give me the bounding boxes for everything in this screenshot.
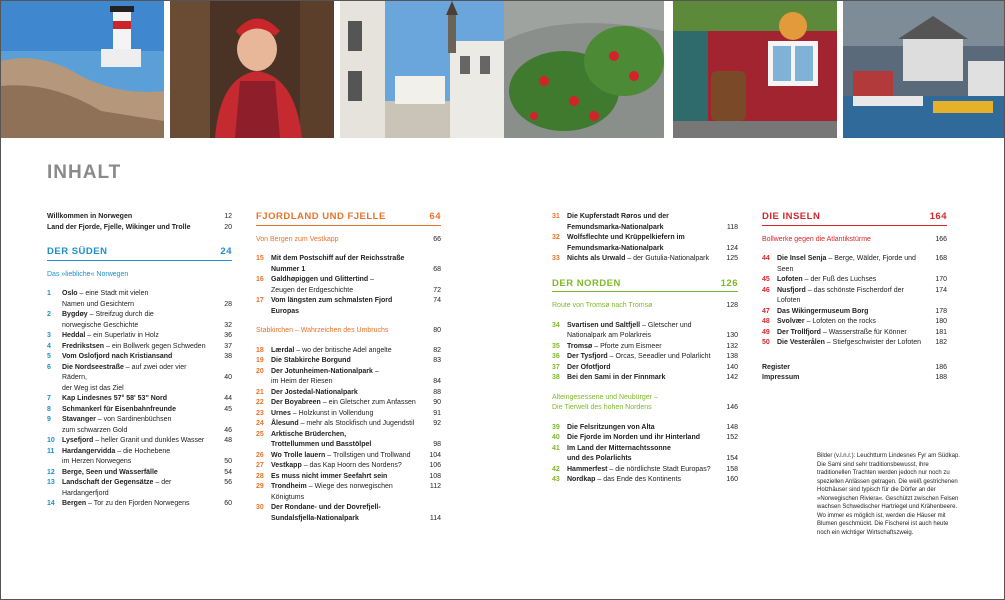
subsection-bollwerke[interactable]: Bollwerke gegen die Atlantikstürme 166 (762, 235, 947, 243)
entry-subtitle: – von Sardinenbüchsen (95, 416, 172, 423)
toc-column-3 (552, 212, 738, 486)
entry-title: Oslo (62, 290, 78, 297)
entry-number: 15 (256, 255, 264, 262)
entry-page: 38 (224, 353, 232, 360)
toc-entry[interactable] (256, 398, 441, 409)
entry-subtitle: – (372, 367, 379, 375)
entry-subtitle: – Trollstigen und Trollwand (325, 451, 411, 459)
entry-title: Hammerfest (567, 465, 608, 473)
toc-entry[interactable] (256, 461, 441, 472)
entry-page: 48 (224, 437, 232, 444)
entry-title: Nusfjord (777, 286, 806, 294)
entry-number: 22 (256, 399, 264, 406)
entry-line2: im Herzen Norwegens (62, 458, 132, 465)
entry-page: 74 (433, 297, 441, 304)
entry-page: 90 (433, 399, 441, 406)
entry-number: 39 (552, 423, 560, 431)
entry-subtitle: – auf zwei oder vier Rädern, (62, 363, 187, 381)
entry-title: Die Kupferstadt Røros und der (567, 213, 669, 220)
toc-entry[interactable] (552, 373, 738, 384)
entry-page: 108 (429, 472, 441, 480)
toc-entry[interactable] (47, 447, 232, 468)
entry-line2: Nummer 1 (271, 265, 306, 273)
entry-page: 140 (726, 363, 738, 371)
entry-number: 1 (47, 290, 51, 297)
toc-entry[interactable] (552, 321, 738, 342)
entry-page: 132 (726, 342, 738, 350)
entry-title: Vestkapp (271, 462, 302, 469)
toc-entry[interactable] (47, 289, 232, 310)
entry-title: Landschaft der Gegensätze (62, 479, 154, 486)
entry-page: 182 (935, 339, 947, 346)
entry-number: 21 (256, 388, 264, 396)
entry-subtitle: – (368, 276, 375, 283)
entry-title: Der Tysfjord (567, 353, 608, 360)
entry-page: 160 (726, 476, 738, 483)
entry-number: 42 (552, 465, 560, 473)
toc-entry[interactable] (47, 352, 232, 363)
entry-page: 28 (224, 300, 232, 308)
entry-number: 8 (47, 405, 51, 413)
entry-title: Der Trollfjord (777, 328, 821, 336)
entry-subtitle: – mehr als Stockfisch und Jugendstil (298, 420, 415, 427)
entry-subtitle: – der Hardangerfjord (62, 479, 172, 497)
entry-subtitle: – Gletscher und (640, 321, 692, 329)
entry-page: 45 (224, 405, 232, 413)
toc-entry[interactable] (762, 286, 947, 307)
toc-entry[interactable] (256, 346, 441, 357)
toc-entry[interactable] (552, 433, 738, 444)
entry-title: Vom Oslofjord nach Kristiansand (62, 353, 173, 360)
entry-number: 2 (47, 311, 51, 318)
toc-entry[interactable] (762, 338, 947, 349)
entry-line2: Trottellummen und Basstölpel (271, 441, 372, 448)
entry-subtitle: – eine Stadt mit vielen (77, 290, 149, 297)
photo-caption: Bilder (v.l.n.r.): Leuchtturm Lindesnes Fyr am Südkap. Die Sami sind sehr traditionsbewusst, ihre traditionellen Trachten werden jedoch nur noch zu speziellen Anlässen getragen. Die weiß gestrichenen Holzhäuser sind typisch für die Dörfer an der »Norwegischen Riviera«. Geschützt zwischen Felsen wachsen Schwedischer Hartriegel und Krähenbeere. Wo immer es möglich ist, werden die Häuser mit Blumen geschmückt. Die Fischerei ist auch heute noch ein wichtiger Wirtschaftszweig. (817, 453, 960, 536)
entry-number: 49 (762, 328, 770, 336)
entry-title: Der Ofotfjord (567, 363, 611, 371)
toc-entry[interactable] (552, 254, 738, 265)
entry-page: 44 (224, 395, 232, 402)
entry-subtitle: – Pforte zum Eismeer (592, 342, 662, 350)
subsection-sueden[interactable]: Das »liebliche« Norwegen (47, 270, 129, 278)
entry-line2: und des Polarlichts (567, 455, 632, 462)
entry-page: 98 (433, 441, 441, 448)
toc-entry[interactable] (762, 254, 947, 275)
entry-page: 37 (224, 342, 232, 350)
entry-title: Der Boyabreen (271, 399, 321, 406)
street-image (340, 1, 504, 138)
entry-number: 14 (47, 500, 55, 507)
entry-number: 37 (552, 363, 560, 371)
entry-page: 124 (726, 244, 738, 252)
toc-entry[interactable] (256, 409, 441, 420)
entry-number: 5 (47, 353, 51, 360)
entry-subtitle: – der Gutulia-Nationalpark (625, 255, 710, 262)
entry-page: 148 (726, 423, 738, 431)
entry-page: 152 (726, 434, 738, 441)
entry-subtitle: – das Ende des Kontinents (595, 476, 682, 483)
entry-subtitle: – Lofoten on the rocks (804, 318, 876, 325)
entry-page: 68 (433, 265, 441, 273)
entry-number: 23 (256, 409, 264, 417)
toc-entry[interactable] (47, 394, 232, 405)
toc-entry[interactable] (47, 310, 232, 331)
entry-title: Die Fjorde im Norden und ihr Hinterland (567, 434, 701, 441)
entry-title: Vom längsten zum schmalsten Fjord Europas (271, 297, 393, 315)
entry-title: Lysefjord (62, 437, 94, 444)
entry-page: 125 (726, 255, 738, 262)
entry-page: 36 (224, 332, 232, 339)
entry-subtitle: – ein Superlativ in Holz (85, 332, 159, 339)
toc-entry[interactable] (47, 212, 232, 223)
entry-number: 29 (256, 483, 264, 490)
entry-line2: zum schwarzen Gold (62, 426, 128, 434)
toc-entry[interactable] (552, 342, 738, 353)
entry-title: Willkommen in Norwegen (47, 213, 133, 220)
entry-number: 7 (47, 395, 51, 402)
entry-number: 31 (552, 213, 560, 220)
entry-number: 12 (47, 468, 55, 476)
entry-title: Bergen (62, 500, 87, 507)
entry-number: 44 (762, 255, 770, 262)
entry-title: Stavanger (62, 416, 96, 423)
entry-page: 170 (935, 276, 947, 283)
entry-subtitle: – Streifzug durch die (87, 311, 154, 318)
entry-title: Register (762, 363, 791, 371)
entry-number: 34 (552, 321, 560, 329)
toc-entry[interactable] (47, 478, 232, 499)
entry-number: 38 (552, 374, 560, 381)
entry-number: 26 (256, 451, 264, 459)
photo-strip (1, 1, 1004, 138)
entry-title: Land der Fjorde, Fjelle, Wikinger und Trolle (47, 223, 191, 231)
entry-number: 36 (552, 353, 560, 360)
entry-subtitle: – die Hochebene (115, 447, 171, 455)
entry-subtitle: – die nördlichste Stadt Europas? (607, 465, 711, 473)
toc-entry[interactable] (47, 363, 232, 395)
entry-title: Urnes (271, 409, 291, 417)
entry-title: Nordkap (567, 476, 596, 483)
entry-page: 188 (935, 374, 947, 381)
entry-number: 47 (762, 307, 770, 315)
entry-title: Die Felsritzungen von Alta (567, 423, 655, 431)
toc-entry[interactable] (762, 317, 947, 328)
entry-title: Schmankerl für Eisenbahnfreunde (62, 405, 176, 413)
entry-title: Kap Lindesnes 57° 58' 53'' Nord (62, 395, 168, 402)
entry-line2: im Heim der Riesen (271, 378, 333, 385)
entry-title: Der Rondane- und der Dovrefjell- (271, 504, 381, 511)
entry-number: 33 (552, 255, 560, 262)
entry-title: Ålesund (271, 420, 299, 427)
entry-title: Heddal (62, 332, 86, 339)
entry-number: 35 (552, 342, 560, 350)
entry-number: 24 (256, 420, 264, 427)
entry-line2: Femundsmarka-Nationalpark (567, 223, 664, 231)
house-image (673, 1, 837, 138)
entry-title: Die Insel Senja (777, 255, 827, 262)
subsection-tierwelt[interactable]: Alteingesessene und Neubürger – Die Tierwelt des hohen Nordens 146 (552, 393, 738, 411)
toc-entry[interactable] (47, 331, 232, 342)
entry-number: 20 (256, 367, 264, 375)
toc-entry[interactable] (552, 352, 738, 363)
entry-number: 45 (762, 276, 770, 283)
entry-page: 56 (224, 479, 232, 486)
entry-title: Arktische Brüderchen, (271, 430, 347, 438)
entry-number: 6 (47, 363, 51, 371)
entry-title: Es muss nicht immer Seefahrt sein (271, 472, 388, 480)
entry-title: Galdhøpiggen und Glittertind (271, 276, 369, 283)
entry-title: Trondheim (271, 483, 307, 490)
entry-number: 4 (47, 342, 51, 350)
entry-number: 25 (256, 430, 264, 438)
toc-entry[interactable] (256, 254, 441, 275)
entry-number: 27 (256, 462, 264, 469)
entry-title: Der Jostedal-Nationalpark (271, 388, 358, 396)
subsection-stabkirchen[interactable]: Stabkirchen – Wahrzeichen des Umbruchs 80 (256, 327, 441, 334)
entry-subtitle: – Wiege des norwegischen Königtums (271, 483, 393, 501)
entry-page: 181 (935, 328, 947, 336)
entry-page: 174 (935, 286, 947, 294)
toc-entry[interactable] (47, 342, 232, 353)
entry-page: 178 (935, 307, 947, 315)
toc-entry[interactable] (552, 233, 738, 254)
entry-page: 50 (224, 458, 232, 465)
entry-title: Lofoten (777, 276, 803, 283)
entry-number: 9 (47, 416, 51, 423)
entry-number: 11 (47, 447, 55, 455)
entry-page: 158 (726, 465, 738, 473)
entry-page: 46 (224, 426, 232, 434)
entry-title: Nichts als Urwald (567, 255, 626, 262)
entry-title: Lærdal (271, 346, 295, 354)
toc-entry[interactable] (256, 356, 441, 367)
entry-line2: Nationalpark am Polarkreis (567, 332, 652, 339)
entry-page: 118 (726, 223, 738, 231)
section-header-sueden[interactable]: DER SÜDEN 24 (47, 247, 232, 261)
entry-subtitle: – der Fuß des Luchses (802, 276, 877, 283)
entry-line2: Femundsmarka-Nationalpark (567, 244, 664, 252)
entry-title: Im Land der Mitternachtssonne (567, 444, 671, 452)
entry-title: Svartisen und Saltfjell (567, 321, 641, 329)
toc-entry[interactable] (552, 363, 738, 374)
entry-title: Wo Trolle lauern (271, 451, 326, 459)
entry-page: 54 (224, 468, 232, 476)
entry-number: 50 (762, 339, 770, 346)
entry-title: Mit dem Postschiff auf der Reichsstraße (271, 255, 405, 262)
woman-image (170, 1, 334, 138)
entry-page: 91 (433, 409, 441, 417)
entry-subtitle: – Stiefgeschwister der Lofoten (824, 339, 921, 346)
entry-page: 138 (726, 353, 738, 360)
entry-number: 13 (47, 479, 55, 486)
entry-number: 46 (762, 286, 770, 294)
toc-entry[interactable] (47, 415, 232, 436)
entry-number: 30 (256, 504, 264, 511)
entry-number: 41 (552, 444, 560, 452)
section-header-fjordland[interactable]: FJORDLAND UND FJELLE 64 (256, 212, 441, 226)
harbor-image (843, 1, 1004, 138)
lighthouse-image (1, 1, 164, 138)
entry-number: 32 (552, 234, 560, 241)
entry-page: 142 (726, 374, 738, 381)
toc-entry[interactable] (762, 363, 947, 374)
toc-entry[interactable] (256, 451, 441, 462)
toc-entry[interactable] (256, 388, 441, 399)
entry-subtitle: – Orcas, Seeadler und Polarlicht (607, 353, 711, 360)
entry-number: 10 (47, 437, 55, 444)
entry-line2: norwegische Geschichte (62, 321, 139, 329)
entry-page: 88 (433, 388, 441, 396)
entry-page: 114 (429, 514, 441, 522)
entry-line2: der Weg ist das Ziel (62, 384, 124, 392)
page-title: INHALT (47, 162, 122, 183)
subsection-bergen-vestkapp[interactable]: Von Bergen zum Vestkapp 66 (256, 235, 441, 243)
entry-subtitle: – ein Bollwerk gegen Schweden (104, 342, 206, 350)
entry-number: 43 (552, 476, 560, 483)
toc-entry[interactable] (256, 482, 441, 503)
toc-entry[interactable] (256, 430, 441, 451)
entry-number: 17 (256, 297, 264, 304)
toc-entry[interactable] (47, 468, 232, 479)
entry-number: 28 (256, 472, 264, 480)
entry-page: 83 (433, 357, 441, 364)
toc-entry[interactable] (256, 367, 441, 388)
entry-number: 19 (256, 357, 264, 364)
toc-entry[interactable] (47, 405, 232, 416)
section-header-norden[interactable]: DER NORDEN 126 (552, 279, 738, 293)
entry-page: 12 (224, 213, 232, 220)
entry-title: Fredrikstsen (62, 342, 105, 350)
entry-title: Tromsø (567, 342, 593, 350)
toc-entry[interactable] (256, 296, 441, 317)
entry-title: Der Jotunheimen-Nationalpark (271, 367, 373, 375)
entry-number: 18 (256, 346, 264, 354)
entry-title: Bygdøy (62, 311, 88, 318)
entry-page: 92 (433, 420, 441, 427)
toc-entry[interactable] (47, 223, 232, 234)
toc-entry[interactable] (256, 472, 441, 483)
toc-entry[interactable] (256, 503, 441, 524)
entry-title: Hardangervidda (62, 447, 116, 455)
entry-number: 40 (552, 434, 560, 441)
entry-page: 154 (726, 455, 738, 462)
entry-number: 3 (47, 332, 51, 339)
entry-title: Bei den Sami in der Finnmark (567, 374, 666, 381)
entry-title: Berge, Seen und Wasserfälle (62, 468, 158, 476)
entry-page: 186 (935, 363, 947, 371)
toc-entry[interactable] (552, 444, 738, 465)
section-header-inseln[interactable]: DIE INSELN 164 (762, 212, 947, 226)
entry-page: 104 (429, 451, 441, 459)
entry-title: Svolvær (777, 318, 805, 325)
entry-line2: Zeugen der Erdgeschichte (271, 286, 354, 294)
toc-entry[interactable] (552, 475, 738, 486)
toc-entry[interactable] (762, 275, 947, 286)
entry-title: Die Vesterålen (777, 339, 825, 346)
toc-entry[interactable] (762, 307, 947, 318)
entry-page: 82 (433, 346, 441, 354)
entry-page: 168 (935, 255, 947, 262)
entry-page: 20 (224, 223, 232, 231)
entry-subtitle: – das schönste Fischerdorf der Lofoten (777, 286, 904, 304)
entry-page: 106 (429, 462, 441, 469)
entry-subtitle: – Tor zu den Fjorden Norwegens (86, 500, 190, 507)
entry-page: 72 (433, 286, 441, 294)
toc-entry[interactable] (47, 499, 232, 510)
subsection-tromso-route[interactable]: Route von Tromsø nach Tromsø 128 (552, 302, 738, 309)
toc-entry[interactable] (256, 275, 441, 296)
toc-column-1 (47, 212, 232, 510)
entry-title: Die Nordseestraße (62, 363, 124, 371)
entry-subtitle: – Holzkunst in Vollendung (290, 409, 374, 417)
entry-page: 60 (224, 500, 232, 507)
entry-title: Wolfsflechte und Krüppelkiefern im (567, 234, 685, 241)
entry-page: 84 (433, 378, 441, 385)
entry-line2: Namen und Gesichtern (62, 300, 134, 308)
entry-line2: Sundalsfjella-Nationalpark (271, 514, 359, 522)
entry-title: Die Stabkirche Borgund (271, 357, 351, 364)
entry-subtitle: – heller Granit und dunkles Wasser (93, 437, 205, 444)
toc-entry[interactable] (552, 465, 738, 476)
entry-subtitle: – ein Gletscher zum Anfassen (320, 399, 416, 406)
berries-image (504, 1, 664, 138)
entry-subtitle: – Berge, Wälder, Fjorde und Seen (777, 255, 916, 273)
toc-entry[interactable] (552, 423, 738, 434)
entry-page: 40 (224, 374, 232, 381)
toc-entry[interactable] (552, 212, 738, 233)
entry-subtitle: – wo der britische Adel angelte (294, 346, 392, 354)
toc-entry[interactable] (762, 373, 947, 384)
entry-number: 48 (762, 318, 770, 325)
entry-subtitle: – das Kap Hoorn des Nordens? (301, 462, 402, 469)
entry-title: Impressum (762, 374, 800, 381)
entry-number: 16 (256, 276, 264, 283)
toc-entry[interactable] (256, 419, 441, 430)
entry-subtitle: – Wasserstraße für Könner (820, 328, 907, 336)
entry-page: 130 (726, 332, 738, 339)
entry-page: 32 (224, 321, 232, 329)
toc-column-2 (256, 212, 441, 524)
toc-entry[interactable] (47, 436, 232, 447)
toc-column-4 (762, 212, 947, 384)
entry-page: 180 (935, 318, 947, 325)
toc-entry[interactable] (762, 328, 947, 339)
entry-page: 112 (429, 483, 441, 490)
entry-title: Das Wikingermuseum Borg (777, 307, 869, 315)
